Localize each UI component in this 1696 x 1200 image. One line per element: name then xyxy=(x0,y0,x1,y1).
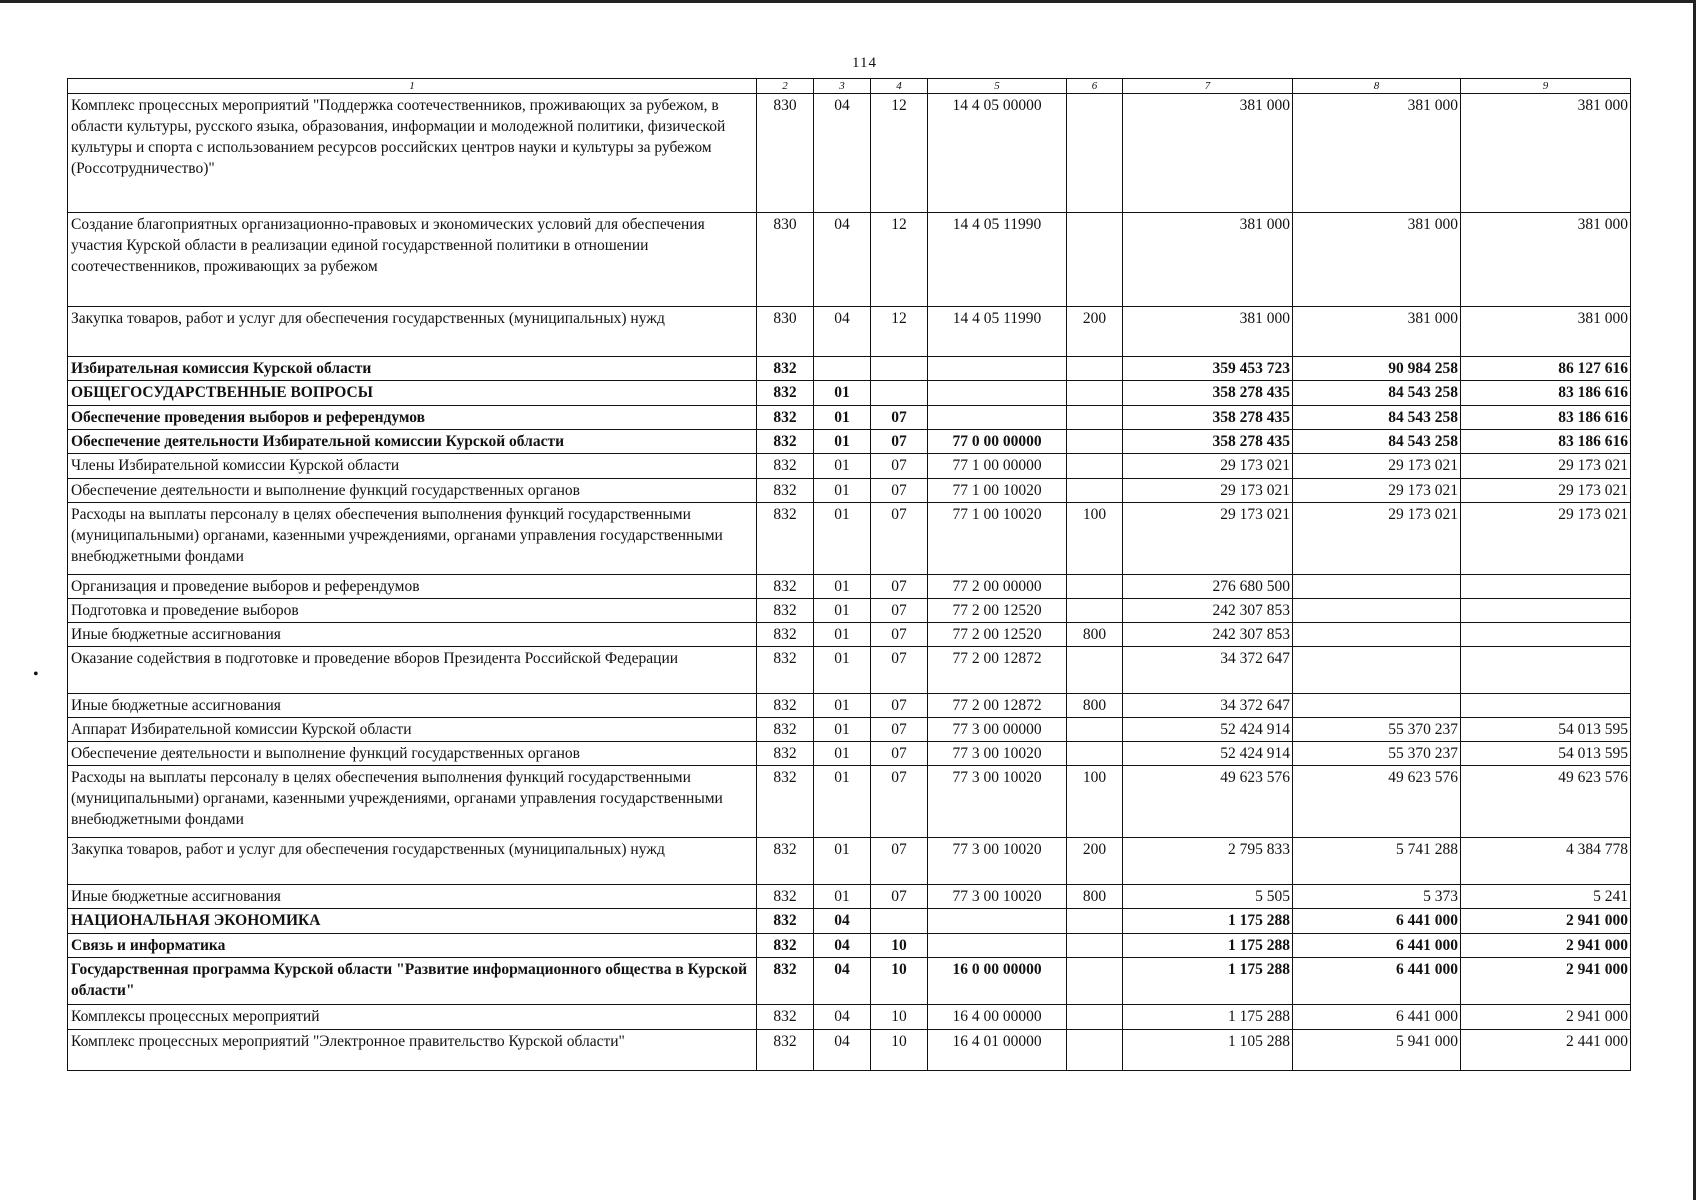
cell-ministry-code: 830 xyxy=(757,94,814,213)
table-row xyxy=(68,94,1631,213)
cell-name: НАЦИОНАЛЬНАЯ ЭКОНОМИКА xyxy=(68,909,757,934)
cell-subsection: 07 xyxy=(871,718,928,742)
cell-ministry-code: 832 xyxy=(757,599,814,623)
cell-amount-col7: 49 623 576 xyxy=(1123,766,1293,838)
cell-amount-col8 xyxy=(1293,647,1461,694)
cell-target-article: 77 2 00 12520 xyxy=(928,599,1067,623)
cell-subsection: 10 xyxy=(871,1030,928,1071)
cell-amount-col7: 34 372 647 xyxy=(1123,694,1293,718)
cell-expense-type xyxy=(1067,1030,1123,1071)
cell-amount-col9: 83 186 616 xyxy=(1461,430,1631,454)
cell-subsection: 10 xyxy=(871,958,928,1005)
cell-amount-col9: 2 441 000 xyxy=(1461,1030,1631,1071)
cell-expense-type xyxy=(1067,381,1123,406)
cell-name: Обеспечение деятельности и выполнение функций государственных органов xyxy=(68,742,757,766)
cell-name: Иные бюджетные ассигнования xyxy=(68,623,757,647)
cell-name: ОБЩЕГОСУДАРСТВЕННЫЕ ВОПРОСЫ xyxy=(68,381,757,406)
cell-name: Оказание содействия в подготовке и проведение вборов Президента Российской Федерации xyxy=(68,647,757,694)
cell-amount-col8: 5 941 000 xyxy=(1293,1030,1461,1071)
cell-amount-col8: 49 623 576 xyxy=(1293,766,1461,838)
table-row xyxy=(68,838,1631,885)
table-row xyxy=(68,503,1631,575)
cell-ministry-code: 832 xyxy=(757,934,814,958)
cell-expense-type: 200 xyxy=(1067,838,1123,885)
cell-name: Обеспечение проведения выборов и референдумов xyxy=(68,406,757,430)
cell-name: Расходы на выплаты персоналу в целях обеспечения выполнения функций государственными (муниципальными) органами, казенными учреждениями, органами управления государственными внебюджетными фондами xyxy=(68,503,757,575)
cell-target-article: 14 4 05 11990 xyxy=(928,213,1067,307)
column-header: 3 xyxy=(814,79,871,94)
cell-ministry-code: 832 xyxy=(757,742,814,766)
cell-amount-col9 xyxy=(1461,694,1631,718)
cell-ministry-code: 832 xyxy=(757,381,814,406)
cell-expense-type xyxy=(1067,647,1123,694)
cell-expense-type xyxy=(1067,406,1123,430)
cell-ministry-code: 832 xyxy=(757,1030,814,1071)
cell-amount-col9: 29 173 021 xyxy=(1461,454,1631,479)
cell-expense-type: 200 xyxy=(1067,307,1123,357)
cell-target-article xyxy=(928,357,1067,381)
cell-expense-type xyxy=(1067,479,1123,503)
table-row xyxy=(68,623,1631,647)
cell-amount-col7: 381 000 xyxy=(1123,213,1293,307)
cell-section: 01 xyxy=(814,599,871,623)
cell-section: 01 xyxy=(814,430,871,454)
cell-expense-type xyxy=(1067,718,1123,742)
cell-amount-col9: 5 241 xyxy=(1461,885,1631,909)
cell-amount-col9 xyxy=(1461,575,1631,599)
cell-ministry-code: 832 xyxy=(757,838,814,885)
table-row xyxy=(68,454,1631,479)
cell-subsection xyxy=(871,909,928,934)
cell-amount-col8: 6 441 000 xyxy=(1293,958,1461,1005)
cell-expense-type xyxy=(1067,934,1123,958)
cell-target-article: 77 3 00 10020 xyxy=(928,766,1067,838)
cell-section: 01 xyxy=(814,623,871,647)
cell-expense-type: 800 xyxy=(1067,623,1123,647)
cell-amount-col8: 29 173 021 xyxy=(1293,479,1461,503)
table-row xyxy=(68,213,1631,307)
cell-target-article: 14 4 05 11990 xyxy=(928,307,1067,357)
table-row xyxy=(68,307,1631,357)
cell-amount-col9: 29 173 021 xyxy=(1461,503,1631,575)
column-header: 8 xyxy=(1293,79,1461,94)
cell-subsection: 12 xyxy=(871,94,928,213)
cell-name: Закупка товаров, работ и услуг для обеспечения государственных (муниципальных) нужд xyxy=(68,838,757,885)
cell-name: Обеспечение деятельности Избирательной комиссии Курской области xyxy=(68,430,757,454)
cell-amount-col8: 5 741 288 xyxy=(1293,838,1461,885)
table-row xyxy=(68,599,1631,623)
cell-expense-type xyxy=(1067,958,1123,1005)
cell-amount-col9 xyxy=(1461,623,1631,647)
cell-amount-col7: 52 424 914 xyxy=(1123,742,1293,766)
cell-amount-col8: 90 984 258 xyxy=(1293,357,1461,381)
cell-expense-type: 800 xyxy=(1067,885,1123,909)
cell-name: Подготовка и проведение выборов xyxy=(68,599,757,623)
cell-ministry-code: 832 xyxy=(757,694,814,718)
cell-section: 04 xyxy=(814,958,871,1005)
table-row xyxy=(68,575,1631,599)
cell-amount-col8: 6 441 000 xyxy=(1293,934,1461,958)
cell-amount-col7: 1 175 288 xyxy=(1123,909,1293,934)
cell-amount-col9: 86 127 616 xyxy=(1461,357,1631,381)
cell-amount-col7: 2 795 833 xyxy=(1123,838,1293,885)
cell-target-article: 77 3 00 00000 xyxy=(928,718,1067,742)
cell-subsection xyxy=(871,381,928,406)
cell-expense-type xyxy=(1067,213,1123,307)
cell-amount-col9: 2 941 000 xyxy=(1461,958,1631,1005)
cell-amount-col9 xyxy=(1461,647,1631,694)
scan-edge-top xyxy=(0,0,1696,3)
table-row xyxy=(68,909,1631,934)
cell-name: Комплекс процессных мероприятий "Поддержка соотечественников, проживающих за рубежом, в области культуры, русского языка, образования, информации и молодежной политики, физической культуры и спорта с использованием ресурсов российских центров науки и культуры за рубежом (Россотрудничество)" xyxy=(68,94,757,213)
margin-mark: • xyxy=(33,666,39,683)
cell-amount-col8: 381 000 xyxy=(1293,213,1461,307)
table-row xyxy=(68,430,1631,454)
cell-target-article xyxy=(928,934,1067,958)
cell-name: Комплекс процессных мероприятий "Электронное правительство Курской области" xyxy=(68,1030,757,1071)
cell-name: Создание благоприятных организационно-правовых и экономических условий для обеспечения участия Курской области в реализации единой государственной политики в отношении соотечественников, проживающих за рубежом xyxy=(68,213,757,307)
cell-amount-col8: 84 543 258 xyxy=(1293,381,1461,406)
cell-subsection: 12 xyxy=(871,307,928,357)
page-number: 114 xyxy=(852,55,877,71)
cell-target-article: 77 1 00 10020 xyxy=(928,503,1067,575)
table-row xyxy=(68,647,1631,694)
cell-subsection: 07 xyxy=(871,479,928,503)
cell-ministry-code: 832 xyxy=(757,406,814,430)
cell-target-article xyxy=(928,909,1067,934)
cell-expense-type xyxy=(1067,599,1123,623)
cell-subsection: 12 xyxy=(871,213,928,307)
cell-amount-col8: 29 173 021 xyxy=(1293,503,1461,575)
cell-ministry-code: 832 xyxy=(757,1005,814,1030)
cell-subsection: 07 xyxy=(871,503,928,575)
cell-amount-col7: 29 173 021 xyxy=(1123,454,1293,479)
cell-target-article: 77 1 00 00000 xyxy=(928,454,1067,479)
cell-amount-col9: 2 941 000 xyxy=(1461,909,1631,934)
cell-name: Иные бюджетные ассигнования xyxy=(68,885,757,909)
cell-expense-type xyxy=(1067,94,1123,213)
cell-ministry-code: 832 xyxy=(757,647,814,694)
table-row xyxy=(68,1005,1631,1030)
cell-amount-col8 xyxy=(1293,599,1461,623)
cell-subsection: 10 xyxy=(871,934,928,958)
cell-expense-type xyxy=(1067,1005,1123,1030)
table-row xyxy=(68,357,1631,381)
table-row xyxy=(68,381,1631,406)
cell-section: 01 xyxy=(814,454,871,479)
cell-amount-col7: 29 173 021 xyxy=(1123,503,1293,575)
cell-amount-col9: 83 186 616 xyxy=(1461,381,1631,406)
table-row xyxy=(68,885,1631,909)
cell-amount-col7: 358 278 435 xyxy=(1123,430,1293,454)
cell-section: 01 xyxy=(814,838,871,885)
cell-amount-col7: 1 175 288 xyxy=(1123,1005,1293,1030)
cell-name: Закупка товаров, работ и услуг для обеспечения государственных (муниципальных) нужд xyxy=(68,307,757,357)
cell-section: 01 xyxy=(814,575,871,599)
cell-subsection: 07 xyxy=(871,430,928,454)
cell-expense-type: 100 xyxy=(1067,503,1123,575)
cell-name: Организация и проведение выборов и референдумов xyxy=(68,575,757,599)
cell-target-article xyxy=(928,406,1067,430)
cell-ministry-code: 832 xyxy=(757,479,814,503)
table-row xyxy=(68,479,1631,503)
cell-amount-col7: 1 175 288 xyxy=(1123,934,1293,958)
cell-name: Члены Избирательной комиссии Курской области xyxy=(68,454,757,479)
cell-amount-col7: 34 372 647 xyxy=(1123,647,1293,694)
table-row xyxy=(68,958,1631,1005)
cell-section: 04 xyxy=(814,1030,871,1071)
table-row xyxy=(68,406,1631,430)
cell-ministry-code: 832 xyxy=(757,958,814,1005)
table-row xyxy=(68,742,1631,766)
cell-subsection: 07 xyxy=(871,838,928,885)
cell-subsection: 07 xyxy=(871,575,928,599)
cell-ministry-code: 830 xyxy=(757,213,814,307)
cell-amount-col9: 54 013 595 xyxy=(1461,718,1631,742)
cell-target-article: 77 2 00 12872 xyxy=(928,647,1067,694)
column-header: 7 xyxy=(1123,79,1293,94)
cell-amount-col8: 55 370 237 xyxy=(1293,718,1461,742)
cell-section: 01 xyxy=(814,381,871,406)
cell-amount-col7: 5 505 xyxy=(1123,885,1293,909)
cell-amount-col8: 381 000 xyxy=(1293,94,1461,213)
cell-section: 04 xyxy=(814,94,871,213)
cell-section: 01 xyxy=(814,885,871,909)
cell-amount-col8: 5 373 xyxy=(1293,885,1461,909)
cell-ministry-code: 830 xyxy=(757,307,814,357)
cell-expense-type xyxy=(1067,742,1123,766)
cell-ministry-code: 832 xyxy=(757,718,814,742)
table-row xyxy=(68,766,1631,838)
column-number-row xyxy=(68,79,1631,94)
cell-subsection: 07 xyxy=(871,406,928,430)
cell-amount-col7: 358 278 435 xyxy=(1123,406,1293,430)
cell-amount-col8: 84 543 258 xyxy=(1293,430,1461,454)
column-header: 4 xyxy=(871,79,928,94)
table-row xyxy=(68,694,1631,718)
cell-target-article: 14 4 05 00000 xyxy=(928,94,1067,213)
cell-subsection: 07 xyxy=(871,694,928,718)
cell-amount-col8: 84 543 258 xyxy=(1293,406,1461,430)
cell-amount-col7: 242 307 853 xyxy=(1123,623,1293,647)
table-row xyxy=(68,934,1631,958)
cell-amount-col7: 242 307 853 xyxy=(1123,599,1293,623)
cell-amount-col9: 2 941 000 xyxy=(1461,934,1631,958)
cell-subsection: 07 xyxy=(871,647,928,694)
cell-amount-col9: 381 000 xyxy=(1461,307,1631,357)
cell-section xyxy=(814,357,871,381)
column-header: 6 xyxy=(1067,79,1123,94)
cell-subsection: 07 xyxy=(871,885,928,909)
cell-section: 04 xyxy=(814,213,871,307)
cell-name: Расходы на выплаты персоналу в целях обеспечения выполнения функций государственными (муниципальными) органами, казенными учреждениями, органами управления государственными внебюджетными фондами xyxy=(68,766,757,838)
table-body xyxy=(68,94,1631,1071)
column-header: 2 xyxy=(757,79,814,94)
cell-target-article: 16 4 01 00000 xyxy=(928,1030,1067,1071)
cell-name: Комплексы процессных мероприятий xyxy=(68,1005,757,1030)
cell-target-article: 77 3 00 10020 xyxy=(928,742,1067,766)
cell-amount-col7: 276 680 500 xyxy=(1123,575,1293,599)
cell-target-article: 16 0 00 00000 xyxy=(928,958,1067,1005)
cell-section: 04 xyxy=(814,909,871,934)
cell-ministry-code: 832 xyxy=(757,623,814,647)
cell-section: 04 xyxy=(814,1005,871,1030)
cell-target-article: 77 2 00 00000 xyxy=(928,575,1067,599)
cell-ministry-code: 832 xyxy=(757,885,814,909)
cell-section: 01 xyxy=(814,406,871,430)
cell-ministry-code: 832 xyxy=(757,454,814,479)
cell-expense-type: 100 xyxy=(1067,766,1123,838)
cell-section: 01 xyxy=(814,503,871,575)
cell-ministry-code: 832 xyxy=(757,357,814,381)
cell-name: Государственная программа Курской области "Развитие информационного общества в Курской области" xyxy=(68,958,757,1005)
cell-section: 04 xyxy=(814,307,871,357)
cell-section: 04 xyxy=(814,934,871,958)
cell-amount-col9: 381 000 xyxy=(1461,213,1631,307)
cell-amount-col7: 1 175 288 xyxy=(1123,958,1293,1005)
cell-subsection: 07 xyxy=(871,599,928,623)
cell-amount-col8 xyxy=(1293,575,1461,599)
cell-target-article: 77 1 00 10020 xyxy=(928,479,1067,503)
cell-expense-type xyxy=(1067,454,1123,479)
table-row xyxy=(68,1030,1631,1071)
cell-name: Аппарат Избирательной комиссии Курской области xyxy=(68,718,757,742)
cell-amount-col8: 6 441 000 xyxy=(1293,909,1461,934)
cell-amount-col8 xyxy=(1293,623,1461,647)
cell-section: 01 xyxy=(814,479,871,503)
cell-section: 01 xyxy=(814,742,871,766)
cell-name: Иные бюджетные ассигнования xyxy=(68,694,757,718)
cell-target-article: 77 2 00 12872 xyxy=(928,694,1067,718)
cell-expense-type: 800 xyxy=(1067,694,1123,718)
cell-amount-col7: 381 000 xyxy=(1123,94,1293,213)
cell-ministry-code: 832 xyxy=(757,766,814,838)
cell-section: 01 xyxy=(814,694,871,718)
cell-name: Избирательная комиссия Курской области xyxy=(68,357,757,381)
cell-amount-col8 xyxy=(1293,694,1461,718)
cell-subsection: 07 xyxy=(871,742,928,766)
cell-subsection: 10 xyxy=(871,1005,928,1030)
cell-amount-col7: 29 173 021 xyxy=(1123,479,1293,503)
cell-ministry-code: 832 xyxy=(757,503,814,575)
cell-amount-col7: 359 453 723 xyxy=(1123,357,1293,381)
cell-ministry-code: 832 xyxy=(757,909,814,934)
cell-target-article: 77 3 00 10020 xyxy=(928,838,1067,885)
cell-section: 01 xyxy=(814,647,871,694)
column-header: 5 xyxy=(928,79,1067,94)
cell-amount-col7: 52 424 914 xyxy=(1123,718,1293,742)
cell-ministry-code: 832 xyxy=(757,575,814,599)
cell-amount-col9 xyxy=(1461,599,1631,623)
cell-subsection: 07 xyxy=(871,454,928,479)
column-header: 9 xyxy=(1461,79,1631,94)
cell-amount-col9: 54 013 595 xyxy=(1461,742,1631,766)
cell-amount-col7: 1 105 288 xyxy=(1123,1030,1293,1071)
cell-section: 01 xyxy=(814,766,871,838)
cell-target-article xyxy=(928,381,1067,406)
cell-subsection xyxy=(871,357,928,381)
column-header: 1 xyxy=(68,79,757,94)
cell-expense-type xyxy=(1067,575,1123,599)
cell-amount-col8: 6 441 000 xyxy=(1293,1005,1461,1030)
cell-expense-type xyxy=(1067,909,1123,934)
cell-amount-col9: 381 000 xyxy=(1461,94,1631,213)
cell-amount-col9: 4 384 778 xyxy=(1461,838,1631,885)
cell-expense-type xyxy=(1067,357,1123,381)
cell-subsection: 07 xyxy=(871,766,928,838)
cell-amount-col8: 55 370 237 xyxy=(1293,742,1461,766)
cell-target-article: 77 3 00 10020 xyxy=(928,885,1067,909)
cell-amount-col9: 49 623 576 xyxy=(1461,766,1631,838)
cell-expense-type xyxy=(1067,430,1123,454)
cell-amount-col8: 381 000 xyxy=(1293,307,1461,357)
cell-target-article: 16 4 00 00000 xyxy=(928,1005,1067,1030)
cell-amount-col7: 381 000 xyxy=(1123,307,1293,357)
cell-target-article: 77 0 00 00000 xyxy=(928,430,1067,454)
cell-amount-col9: 29 173 021 xyxy=(1461,479,1631,503)
table-row xyxy=(68,718,1631,742)
cell-section: 01 xyxy=(814,718,871,742)
cell-amount-col8: 29 173 021 xyxy=(1293,454,1461,479)
cell-subsection: 07 xyxy=(871,623,928,647)
cell-name: Обеспечение деятельности и выполнение функций государственных органов xyxy=(68,479,757,503)
cell-ministry-code: 832 xyxy=(757,430,814,454)
cell-amount-col9: 2 941 000 xyxy=(1461,1005,1631,1030)
cell-name: Связь и информатика xyxy=(68,934,757,958)
cell-target-article: 77 2 00 12520 xyxy=(928,623,1067,647)
cell-amount-col9: 83 186 616 xyxy=(1461,406,1631,430)
budget-table xyxy=(67,78,1631,1071)
cell-amount-col7: 358 278 435 xyxy=(1123,381,1293,406)
